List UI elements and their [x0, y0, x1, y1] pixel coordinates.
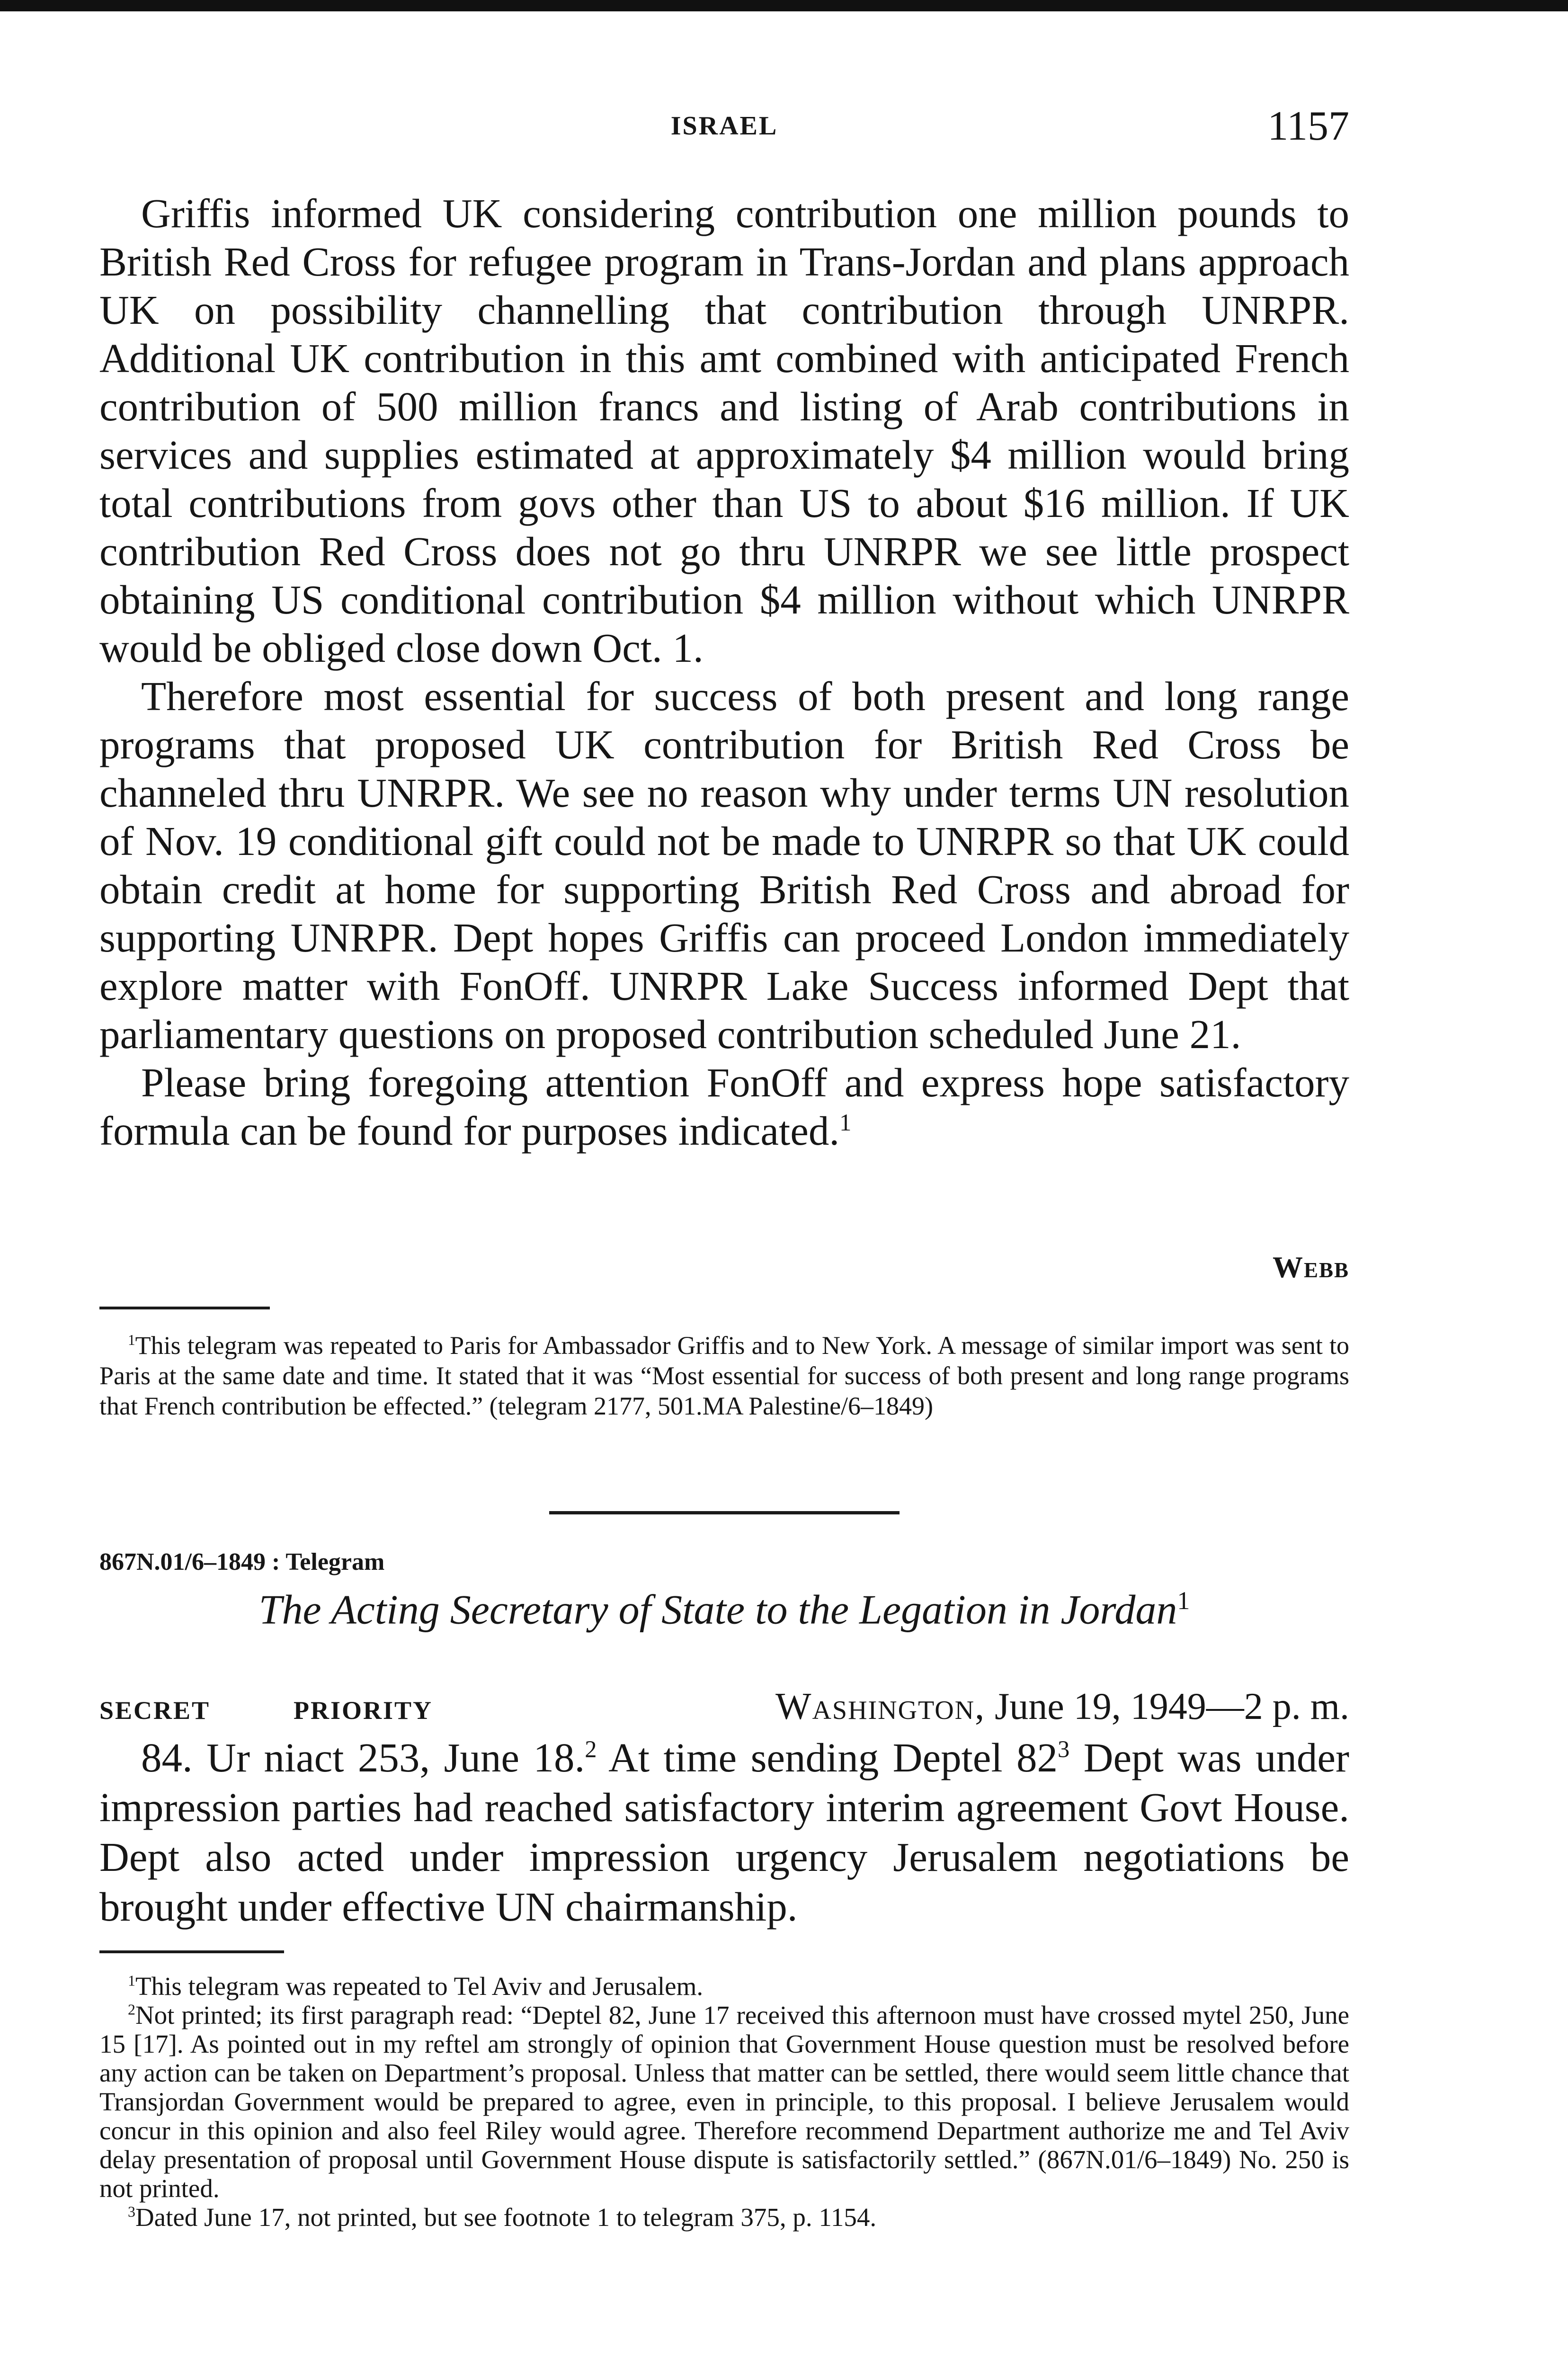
- footnote-marker: 1: [128, 1332, 135, 1348]
- classification: SECRET: [99, 1696, 211, 1725]
- footnote-marker: 2: [585, 1736, 597, 1762]
- document-heading: [99, 1586, 1349, 1634]
- footnote-marker: 3: [128, 2203, 135, 2220]
- footnote-divider: [99, 1950, 284, 1953]
- place-and-date: [775, 1685, 1349, 1728]
- closing-text: Please bring foregoing attention FonOff and express hope satisfactory formula can be found for purposes indicated.: [99, 1059, 1349, 1154]
- footnotes: [99, 1330, 1349, 1421]
- footnote: [99, 2001, 1349, 2203]
- footnotes: [99, 1972, 1349, 2232]
- body-paragraph: Therefore most essential for success of both present and long range programs that proposed UK contribution for British Red Cross be channeled thru UNRPR. We see no reason why under terms UN resolution of Nov. 19 conditional gift could not be made to UNRPR so that UK could obtain credit at home for supporting British Red Cross and abroad for supporting UNRPR. Dept hopes Griffis can proceed London immediately explore matter with FonOff. UNRPR Lake Success informed Dept that parliamentary questions on proposed contribution scheduled June 21.: [99, 673, 1349, 1057]
- footnote: [99, 2203, 1349, 2232]
- page-number: 1157: [1267, 103, 1349, 149]
- footnote-text: Not printed; its first paragraph read: “Deptel 82, June 17 received this afternoon must have crossed mytel 250, June 15 [17]. As pointed out in my reftel am strongly of opinion that Government House question must be resolved before any action can be taken on Department’s proposal. Unless that matter can be settled, there would seem little chance that Transjordan Government would be prepared to agree, even in principle, to this proposal. I believe Jerusalem would concur in this opinion and also feel Riley would agree. Therefore recommend Department authorize me and Tel Aviv delay presentation of proposal until Government House dispute is satisfactorily settled.” (867N.01/6–1849) No. 250 is not printed.: [99, 2001, 1349, 2203]
- footnote-divider: [99, 1307, 270, 1309]
- telegram-body: [99, 189, 1349, 1155]
- footnote-text: This telegram was repeated to Tel Aviv and Jerusalem.: [135, 1972, 704, 2001]
- heading-text: The Acting Secretary of State to the Legation in Jordan: [258, 1587, 1177, 1633]
- section-divider: [549, 1511, 900, 1514]
- footnote-marker: 2: [128, 2001, 135, 2018]
- scan-top-border: [0, 0, 1568, 11]
- closing-paragraph: [99, 1059, 1349, 1155]
- running-header: [99, 102, 1349, 154]
- date-time: June 19, 1949—2 p. m.: [995, 1686, 1349, 1727]
- priority-marking: PRIORITY: [294, 1696, 433, 1725]
- footnote: [99, 1330, 1349, 1421]
- footnote-text: Dated June 17, not printed, but see footnote 1 to telegram 375, p. 1154.: [135, 2203, 877, 2232]
- footnote: [99, 1972, 1349, 2001]
- body-paragraph: [99, 1733, 1349, 1931]
- footnote-marker: 3: [1057, 1736, 1070, 1762]
- body-text: At time sending Deptel 82: [597, 1735, 1058, 1780]
- body-paragraph: Griffis informed UK considering contribution one million pounds to British Red Cross for refugee program in Trans-Jordan and plans approach UK on possibility channelling that contribution through UNRPR. Additional UK contribution in this amt combined with anticipated French contribution of 500 million francs and listing of Arab contributions in services and supplies estimated at approximately $4 million would bring total contributions from govs other than US to about $16 million. If UK contribution Red Cross does not go thru UNRPR we see little prospect obtaining US conditional contribution $4 million without which UNRPR would be obliged close down Oct. 1.: [99, 190, 1349, 671]
- place: Washington,: [775, 1686, 986, 1727]
- footnote-marker: 1: [1177, 1586, 1190, 1615]
- telegram-body: [99, 1733, 1349, 1931]
- signature: Webb: [1272, 1250, 1349, 1284]
- body-text: Dept was under impression parties had reached satisfactory interim agreement Govt House. Dept also acted under impression urgency Jerusalem negotiations be brought under effective UN chairmanship.: [99, 1735, 1349, 1930]
- file-number: 867N.01/6–1849 : Telegram: [99, 1548, 385, 1575]
- dateline: [99, 1685, 1349, 1737]
- running-title: ISRAEL: [670, 111, 778, 141]
- footnote-marker: 1: [839, 1109, 852, 1136]
- footnote-text: This telegram was repeated to Paris for Ambassador Griffis and to New York. A message of similar import was sent to Paris at the same date and time. It stated that it was “Most essential for success of both present and long range programs that French contribution be effected.” (telegram 2177, 501.MA Palestine/6–1849): [99, 1331, 1349, 1420]
- footnote-marker: 1: [128, 1972, 135, 1989]
- body-text: 84. Ur niact 253, June 18.: [141, 1735, 585, 1780]
